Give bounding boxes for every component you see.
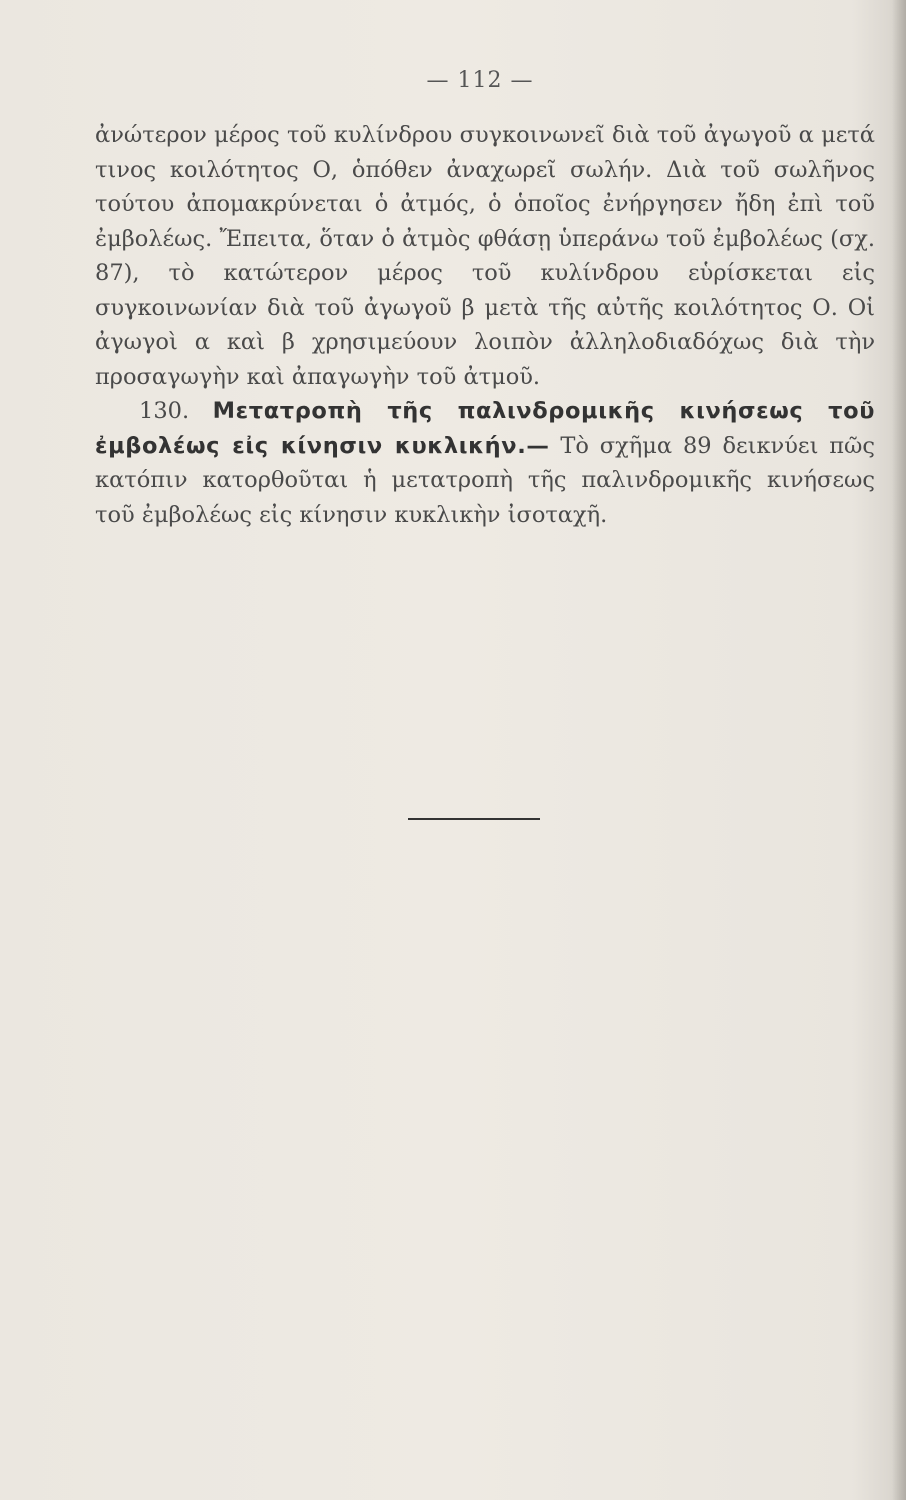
paragraph-continuation: ἀνώτερον μέρος τοῦ κυλίνδρου συγκοινωνεῖ διὰ τοῦ ἀγωγοῦ α μετά τινος κοιλότητος Ο, ὁπόθεν ἀναχωρεῖ σωλήν. Διὰ τοῦ σωλῆνος τούτου ἀπομακρύνεται ὁ ἀτμός, ὁ ὁποῖος ἐνήργησεν ἤδη ἐπὶ τοῦ ἐμβολέως. Ἔπειτα, ὅταν ὁ ἀτμὸς φθάσῃ ὑπεράνω τοῦ ἐμβολέως (σχ. 87), τὸ κατώτερον μέρος τοῦ κυλίνδρου εὑρίσκεται εἰς συγκοινωνίαν διὰ τοῦ ἀγωγοῦ β μετὰ τῆς αὐτῆς κοιλότητος Ο. Οἱ ἀγωγοὶ α καὶ β χρησιμεύουν λοιπὸν ἀλληλοδιαδόχως διὰ τὴν προσαγωγὴν καὶ ἀπαγωγὴν τοῦ ἀτμοῦ. (95, 122, 875, 390)
section-number: 130. (139, 398, 190, 424)
page-number: — 112 — (426, 68, 534, 93)
section-130 (95, 394, 875, 532)
horizontal-rule (408, 818, 540, 820)
section-text: Τὸ σχῆμα 89 δεικνύει πῶς κατόπιν κατορθοῦται ἡ μετατροπὴ τῆς παλινδρομικῆς κινήσεως τοῦ ἐμβολέως εἰς κίνησιν κυκλικὴν ἰσοταχῆ. (95, 432, 875, 528)
body-text (95, 118, 875, 532)
section-title: Μετατροπὴ τῆς παλινδρομικῆς κινήσεως τοῦ ἐμβολέως εἰς κίνησιν κυκλικήν.— (95, 398, 875, 459)
page-edge-shadow (892, 0, 906, 1500)
